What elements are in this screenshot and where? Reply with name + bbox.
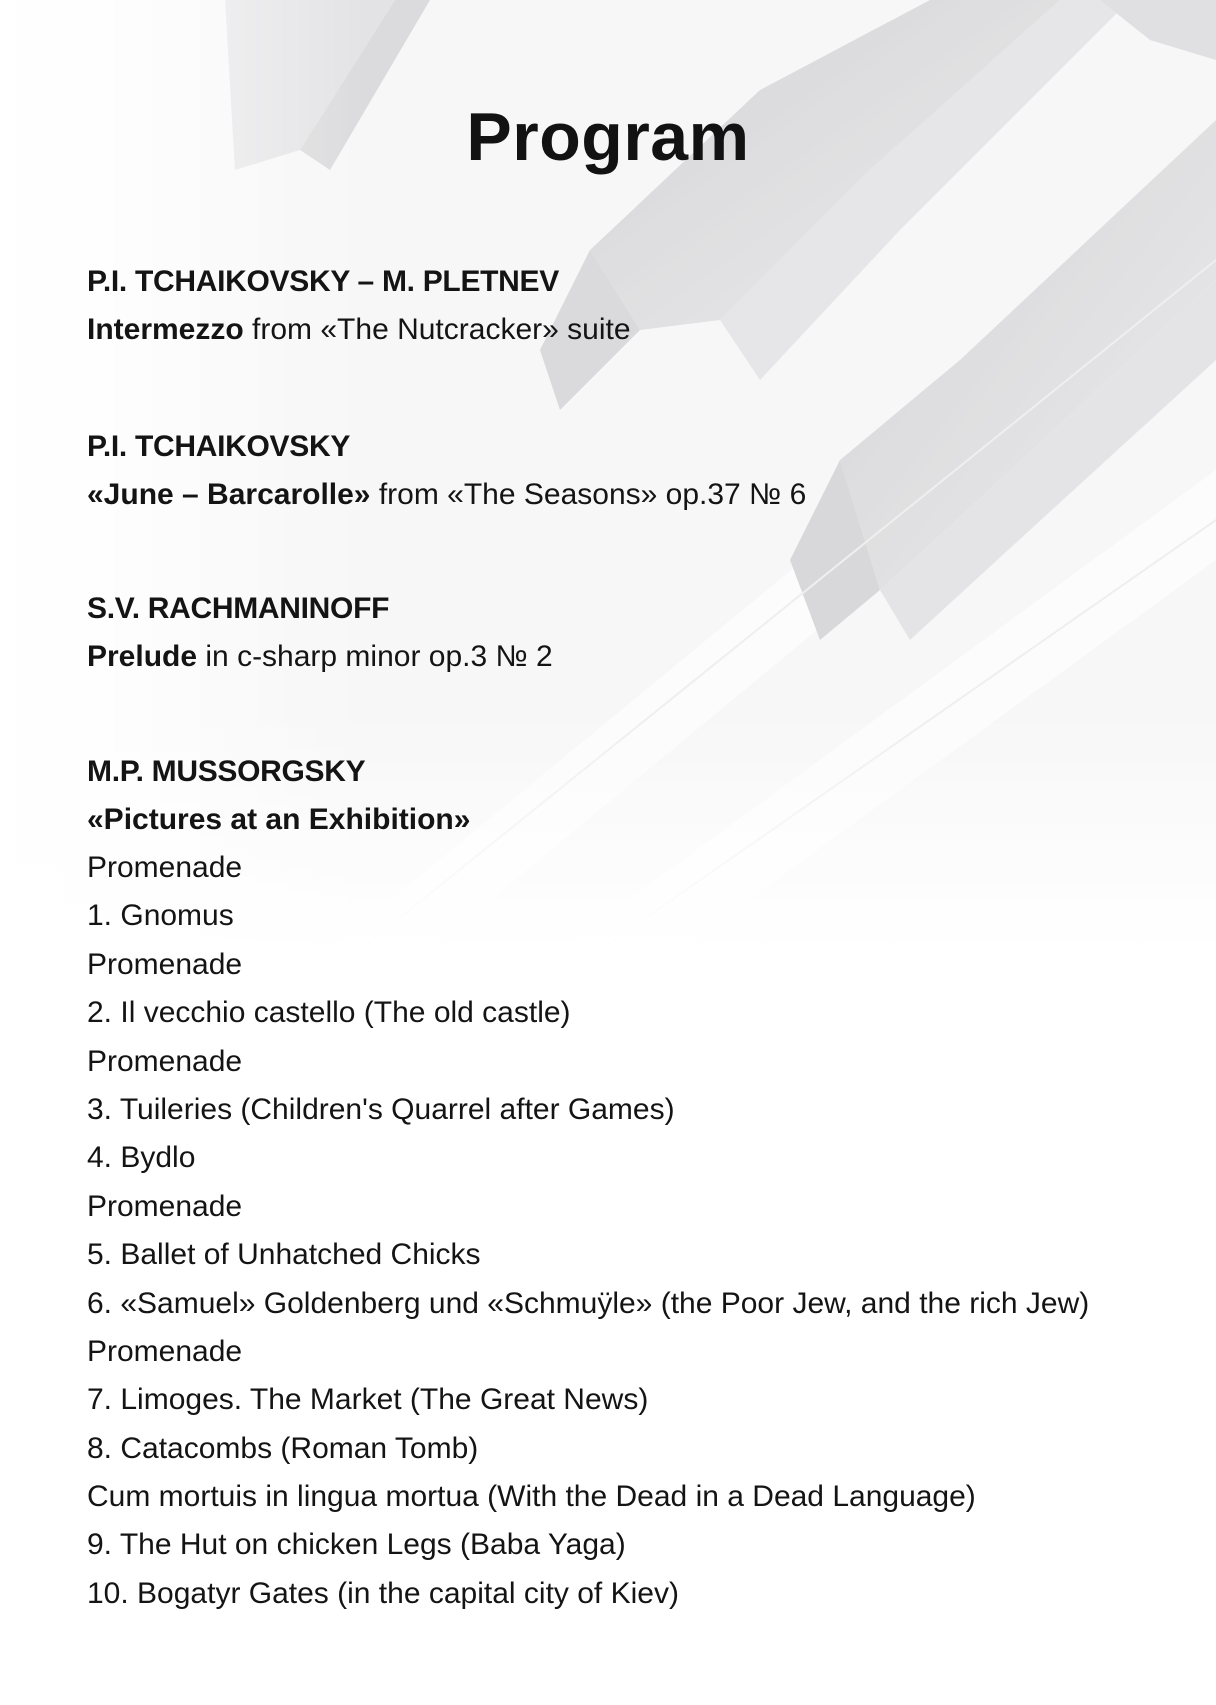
work-title-rest: in c-sharp minor op.3 № 2 [197, 640, 553, 673]
program-section-tchaikovsky-pletnev [87, 258, 631, 354]
movement-item: 10. Bogatyr Gates (in the capital city of Kiev) [87, 1576, 679, 1610]
work-title-bold: Prelude [87, 640, 198, 673]
movement-item: 5. Ballet of Unhatched Chicks [87, 1238, 481, 1272]
work-title-rest: from «The Nutcracker» suite [243, 313, 631, 346]
movement-item: Promenade [87, 1189, 243, 1223]
work-title [87, 796, 1089, 844]
work-title-rest: from «The Seasons» op.37 № 6 [370, 478, 807, 511]
work-title-bold: «June – Barcarolle» [87, 478, 371, 511]
movement-item: Promenade [87, 1334, 243, 1368]
movement-item: 1. Gnomus [87, 899, 234, 933]
work-title [87, 471, 806, 519]
movement-item: Cum mortuis in lingua mortua (With the Dead in a Dead Language) [87, 1480, 976, 1514]
movement-item: 8. Catacombs (Roman Tomb) [87, 1431, 479, 1465]
page-title: Program [466, 99, 750, 175]
movement-item: 9. The Hut on chicken Legs (Baba Yaga) [87, 1528, 626, 1562]
movement-item: 6. «Samuel» Goldenberg und «Schmuÿle» (the Poor Jew, and the rich Jew) [87, 1286, 1090, 1320]
movement-item: 4. Bydlo [87, 1141, 196, 1175]
composer-name: M.P. MUSSORGSKY [87, 755, 366, 788]
program-section-rachmaninoff [87, 585, 553, 681]
composer-name: P.I. TCHAIKOVSKY [87, 430, 351, 463]
work-title-bold: «Pictures at an Exhibition» [87, 803, 471, 836]
movement-item: Promenade [87, 851, 243, 884]
movement-item: 2. Il vecchio castello (The old castle) [87, 996, 571, 1030]
work-title-bold: Intermezzo [87, 313, 244, 346]
work-title [87, 306, 631, 354]
program-section-tchaikovsky [87, 423, 806, 519]
movement-item: Promenade [87, 947, 243, 981]
work-title [87, 633, 553, 681]
composer-name: S.V. RACHMANINOFF [87, 592, 390, 625]
movement-item: Promenade [87, 1044, 243, 1078]
composer-name: P.I. TCHAIKOVSKY – M. PLETNEV [87, 265, 559, 298]
program-section-mussorgsky [87, 748, 1089, 1618]
movement-item: 7. Limoges. The Market (The Great News) [87, 1383, 649, 1417]
movement-list [87, 844, 1089, 1618]
movement-item: 3. Tuileries (Children's Quarrel after Games) [87, 1092, 675, 1126]
